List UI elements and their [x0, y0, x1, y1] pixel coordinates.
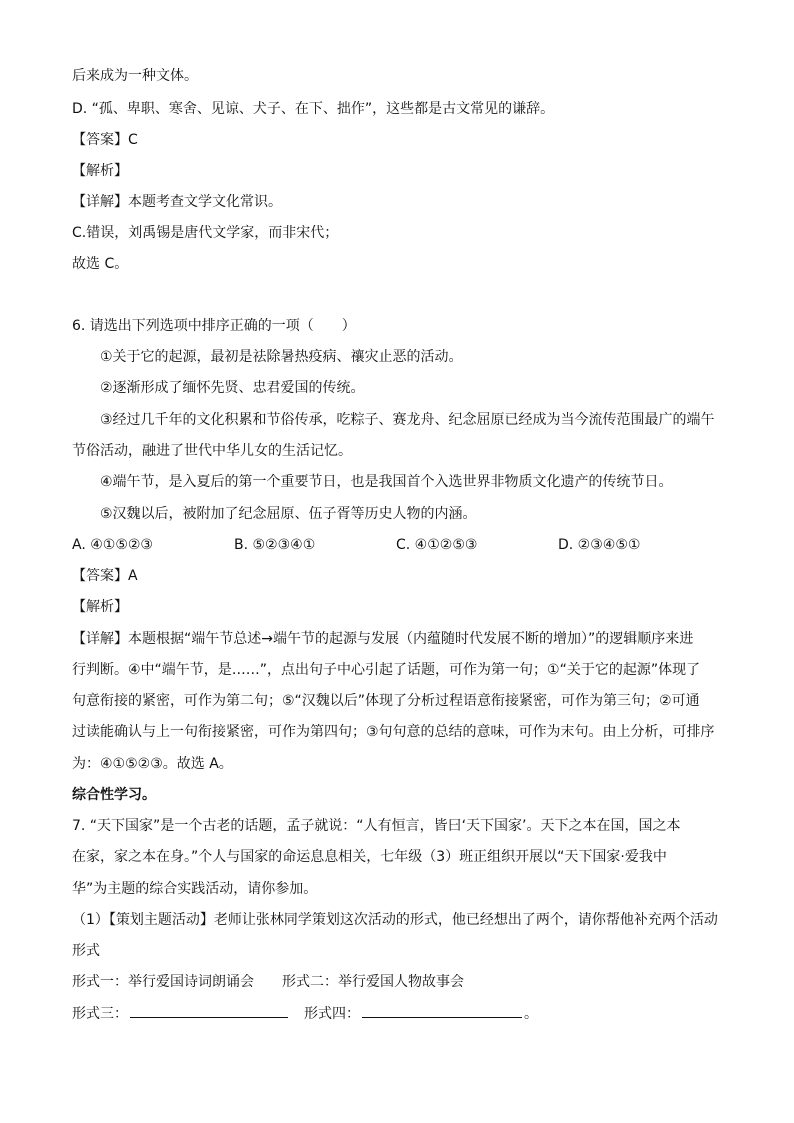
prev-answer: 【答案】C [72, 132, 138, 148]
q6-sentence-2: ②逐渐形成了缅怀先贤、忠君爱国的传统。 [100, 380, 365, 396]
q7-stem-line: 7. “天下国家”是一个古老的话题，孟子就说：“人有恒言，皆曰‘天下国家’。天下之本在国，国之本 [72, 818, 681, 834]
prev-option-d: D. “孤、卑职、寒舍、见谅、犬子、在下、拙作”，这些都是古文常见的谦辞。 [72, 101, 555, 117]
q6-detail-line: 行判断。④中“端午节，是……”，点出句子中心引起了话题，可作为第一句；①“关于它的起源”体现了 [72, 662, 701, 678]
q6-sentence-1: ①关于它的起源，最初是祛除暑热疫病、禳灾止恶的活动。 [100, 349, 463, 365]
q6-sentence-4: ④端午节，是入夏后的第一个重要节日，也是我国首个入选世界非物质文化遗产的传统节日。 [100, 474, 673, 490]
q7-form-2: 形式二：举行爱国人物故事会 [282, 974, 464, 990]
q7-end-mark: 。 [524, 1006, 538, 1022]
q6-sentence-5: ⑤汉魏以后，被附加了纪念屈原、伍子胥等历史人物的内涵。 [100, 506, 477, 522]
q7-form-3-blank[interactable] [130, 1003, 288, 1018]
q7-form-4-blank[interactable] [362, 1003, 522, 1018]
q7-sub1-line: （1）【策划主题活动】老师让张林同学策划这次活动的形式，他已经想出了两个，请你帮他补充两个活动 [72, 912, 718, 928]
q7-sub1-line: 形式 [72, 943, 100, 959]
q7-form-blanks-row [72, 1003, 538, 1024]
q6-stem: 6. 请选出下列选项中排序正确的一项（ ） [72, 318, 356, 334]
q6-answer: 【答案】A [72, 568, 138, 584]
q6-sentence-3a: ③经过几千年的文化积累和节俗传承，吃粽子、赛龙舟、纪念屈原已经成为当今流传范围最广的端午 [100, 412, 715, 428]
q7-form-1: 形式一：举行爱国诗词朗诵会 [72, 974, 254, 990]
prev-detail: 【详解】本题考查文学文化常识。 [72, 194, 282, 210]
q6-option-a: A. ④①⑤②③ [72, 537, 153, 553]
q6-option-d: D. ②③④⑤① [558, 537, 641, 553]
q7-form-3-label: 形式三： [72, 1006, 128, 1022]
q6-option-b: B. ⑤②③④① [234, 537, 316, 553]
q6-detail-line: 为：④①⑤②③。故选 A。 [72, 756, 233, 772]
q6-detail-line: 过读能确认与上一句衔接紧密，可作为第四句；③句句意的总结的意味，可作为末句。由上分析，可排序 [72, 724, 715, 740]
q7-stem-line: 华”为主题的综合实践活动，请你参加。 [72, 881, 318, 897]
q6-detail-line: 句意衔接的紧密，可作为第二句；⑤“汉魏以后”体现了分析过程语意衔接紧密，可作为第三句；②可通 [72, 693, 700, 709]
prev-tail: 后来成为一种文体。 [72, 68, 198, 84]
prev-choose: 故选 C。 [72, 256, 129, 272]
section-heading: 综合性学习。 [72, 787, 156, 803]
q6-detail-line: 【详解】本题根据“端午节总述→端午节的起源与发展（内蕴随时代发展不断的增加）”的逻辑顺序来进 [72, 631, 694, 647]
prev-analysis: 【解析】 [72, 163, 128, 179]
q6-sentence-3b: 节俗活动，融进了世代中华儿女的生活记忆。 [72, 443, 352, 459]
q7-form-4-label: 形式四： [304, 1006, 360, 1022]
q6-analysis: 【解析】 [72, 599, 128, 615]
q6-option-c: C. ④①②⑤③ [396, 537, 478, 553]
prev-c-wrong: C.错误，刘禹锡是唐代文学家，而非宋代； [72, 225, 339, 241]
q7-stem-line: 在家，家之本在身。”个人与国家的命运息息相关，七年级（3）班正组织开展以“天下国家·爱我中 [72, 849, 667, 865]
